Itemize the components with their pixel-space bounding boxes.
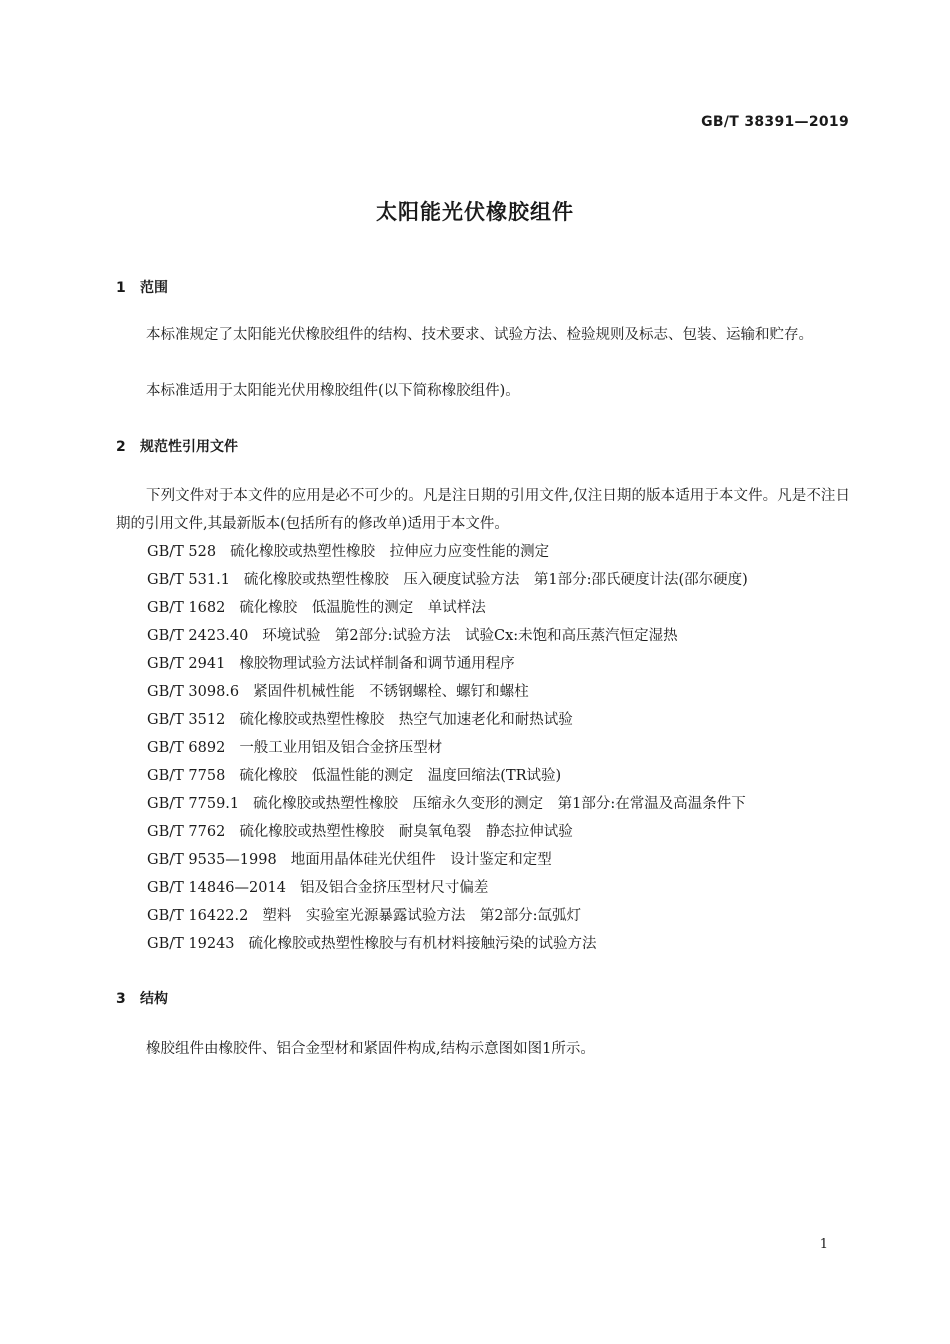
- section-number: 3: [116, 991, 126, 1007]
- reference-title: 硫化橡胶 低温脆性的测定 单试样法: [239, 600, 486, 616]
- scope-paragraph-2: 本标准适用于太阳能光伏用橡胶组件(以下简称橡胶组件)。: [146, 383, 520, 399]
- section-2-heading: [116, 436, 238, 456]
- reference-code: GB/T 531.1: [147, 572, 230, 588]
- reference-item: [147, 706, 748, 734]
- section-title: 范围: [140, 280, 168, 296]
- reference-item: [147, 846, 748, 874]
- reference-code: GB/T 2423.40: [147, 628, 249, 644]
- page-number: 1: [819, 1237, 828, 1252]
- reference-title: 环境试验 第2部分:试验方法 试验Cx:未饱和高压蒸汽恒定湿热: [262, 628, 678, 644]
- reference-title: 铝及铝合金挤压型材尺寸偏差: [299, 880, 489, 896]
- reference-title: 地面用晶体硅光伏组件 设计鉴定和定型: [290, 852, 552, 868]
- reference-item: [147, 734, 748, 762]
- reference-title: 塑料 实验室光源暴露试验方法 第2部分:氙弧灯: [262, 908, 581, 924]
- reference-item: [147, 902, 748, 930]
- reference-code: GB/T 7758: [147, 768, 226, 784]
- reference-item: [147, 594, 748, 622]
- section-title: 规范性引用文件: [140, 439, 238, 455]
- reference-code: GB/T 3512: [147, 712, 226, 728]
- reference-title: 橡胶物理试验方法试样制备和调节通用程序: [239, 656, 515, 672]
- reference-code: GB/T 14846—2014: [147, 880, 286, 896]
- reference-title: 硫化橡胶或热塑性橡胶 压入硬度试验方法 第1部分:邵氏硬度计法(邵尔硬度): [243, 572, 748, 588]
- reference-list: [147, 538, 748, 958]
- document-title: 太阳能光伏橡胶组件: [376, 200, 574, 224]
- reference-item: [147, 818, 748, 846]
- reference-title: 硫化橡胶或热塑性橡胶 热空气加速老化和耐热试验: [239, 712, 573, 728]
- section-1-heading: [116, 277, 168, 297]
- reference-title: 硫化橡胶 低温性能的测定 温度回缩法(TR试验): [239, 768, 562, 784]
- reference-code: GB/T 19243: [147, 936, 235, 952]
- reference-title: 硫化橡胶或热塑性橡胶与有机材料接触污染的试验方法: [248, 936, 597, 952]
- section-number: 2: [116, 439, 126, 455]
- reference-title: 紧固件机械性能 不锈钢螺栓、螺钉和螺柱: [253, 684, 529, 700]
- section-title: 结构: [140, 991, 168, 1007]
- section-3-heading: [116, 988, 168, 1008]
- reference-title: 硫化橡胶或热塑性橡胶 耐臭氧龟裂 静态拉伸试验: [239, 824, 573, 840]
- reference-title: 一般工业用铝及铝合金挤压型材: [239, 740, 443, 756]
- reference-item: [147, 622, 748, 650]
- reference-title: 硫化橡胶或热塑性橡胶 压缩永久变形的测定 第1部分:在常温及高温条件下: [253, 796, 746, 812]
- reference-code: GB/T 7759.1: [147, 796, 240, 812]
- reference-code: GB/T 7762: [147, 824, 226, 840]
- structure-paragraph: 橡胶组件由橡胶件、铝合金型材和紧固件构成,结构示意图如图1所示。: [146, 1041, 595, 1057]
- reference-item: [147, 762, 748, 790]
- reference-item: [147, 566, 748, 594]
- reference-title: 硫化橡胶或热塑性橡胶 拉伸应力应变性能的测定: [230, 544, 550, 560]
- reference-item: [147, 650, 748, 678]
- references-intro-paragraph: 下列文件对于本文件的应用是必不可少的。凡是注日期的引用文件,仅注日期的版本适用于本文件。凡是不注日期的引用文件,其最新版本(包括所有的修改单)适用于本文件。: [116, 488, 850, 532]
- reference-item: [147, 790, 748, 818]
- section-number: 1: [116, 280, 126, 296]
- reference-code: GB/T 1682: [147, 600, 226, 616]
- reference-code: GB/T 2941: [147, 656, 226, 672]
- reference-code: GB/T 3098.6: [147, 684, 240, 700]
- reference-item: [147, 874, 748, 902]
- reference-code: GB/T 528: [147, 544, 217, 560]
- standard-number: GB/T 38391—2019: [701, 114, 849, 130]
- scope-paragraph-1: 本标准规定了太阳能光伏橡胶组件的结构、技术要求、试验方法、检验规则及标志、包装、运输和贮存。: [146, 327, 813, 343]
- reference-code: GB/T 16422.2: [147, 908, 249, 924]
- reference-item: [147, 678, 748, 706]
- reference-code: GB/T 6892: [147, 740, 226, 756]
- reference-item: [147, 930, 748, 958]
- reference-item: [147, 538, 748, 566]
- reference-code: GB/T 9535—1998: [147, 852, 277, 868]
